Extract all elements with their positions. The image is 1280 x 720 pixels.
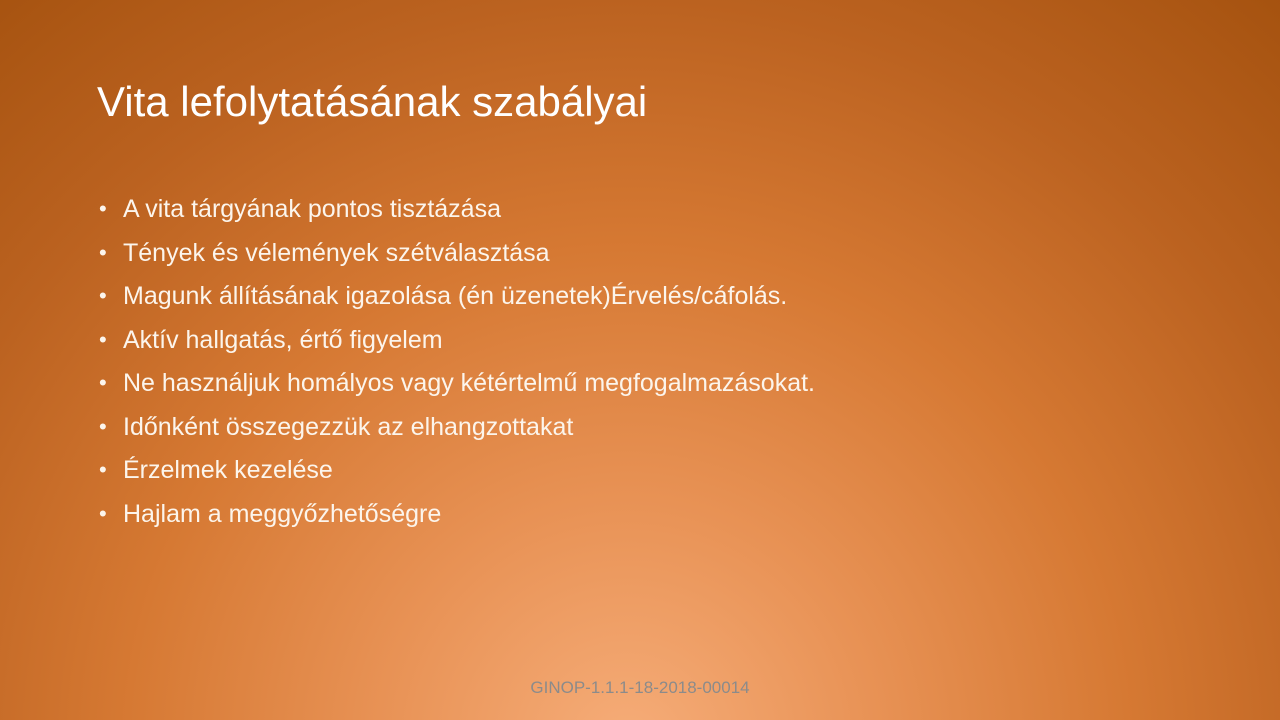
bullet-dot-icon: • bbox=[99, 196, 107, 221]
bullet-item bbox=[97, 232, 1177, 276]
bullet-dot-icon: • bbox=[99, 326, 107, 352]
bullet-text: Ne használjuk homályos vagy kétértelmű megfogalmazásokat. bbox=[123, 369, 816, 397]
bullet-text: Érzelmek kezelése bbox=[123, 456, 333, 484]
bullet-item bbox=[97, 449, 1177, 493]
bullet-item bbox=[97, 493, 1177, 537]
bullet-item bbox=[97, 275, 1177, 319]
bullet-list bbox=[97, 188, 1177, 536]
bullet-dot-icon: • bbox=[99, 500, 107, 526]
bullet-text: Hajlam a meggyőzhetőségre bbox=[123, 499, 442, 528]
bullet-item bbox=[97, 319, 1177, 363]
bullet-item bbox=[97, 188, 1177, 232]
bullet-text: A vita tárgyának pontos tisztázása bbox=[123, 195, 501, 223]
bullet-text: Tények és vélemények szétválasztása bbox=[123, 238, 550, 267]
bullet-item bbox=[97, 406, 1177, 450]
bullet-text: Aktív hallgatás, értő figyelem bbox=[123, 325, 443, 354]
bullet-dot-icon: • bbox=[99, 413, 107, 439]
bullet-dot-icon: • bbox=[99, 239, 107, 265]
bullet-dot-icon: • bbox=[99, 370, 107, 395]
slide-title: Vita lefolytatásának szabályai bbox=[97, 78, 648, 125]
bullet-text: Időnként összegezzük az elhangzottakat bbox=[123, 412, 574, 441]
bullet-dot-icon: • bbox=[99, 457, 107, 482]
bullet-text: Magunk állításának igazolása (én üzenetek)Érvelés/cáfolás. bbox=[123, 282, 788, 310]
footer-text: GINOP-1.1.1-18-2018-00014 bbox=[530, 678, 750, 697]
bullet-item bbox=[97, 362, 1177, 406]
bullet-dot-icon: • bbox=[99, 283, 107, 308]
